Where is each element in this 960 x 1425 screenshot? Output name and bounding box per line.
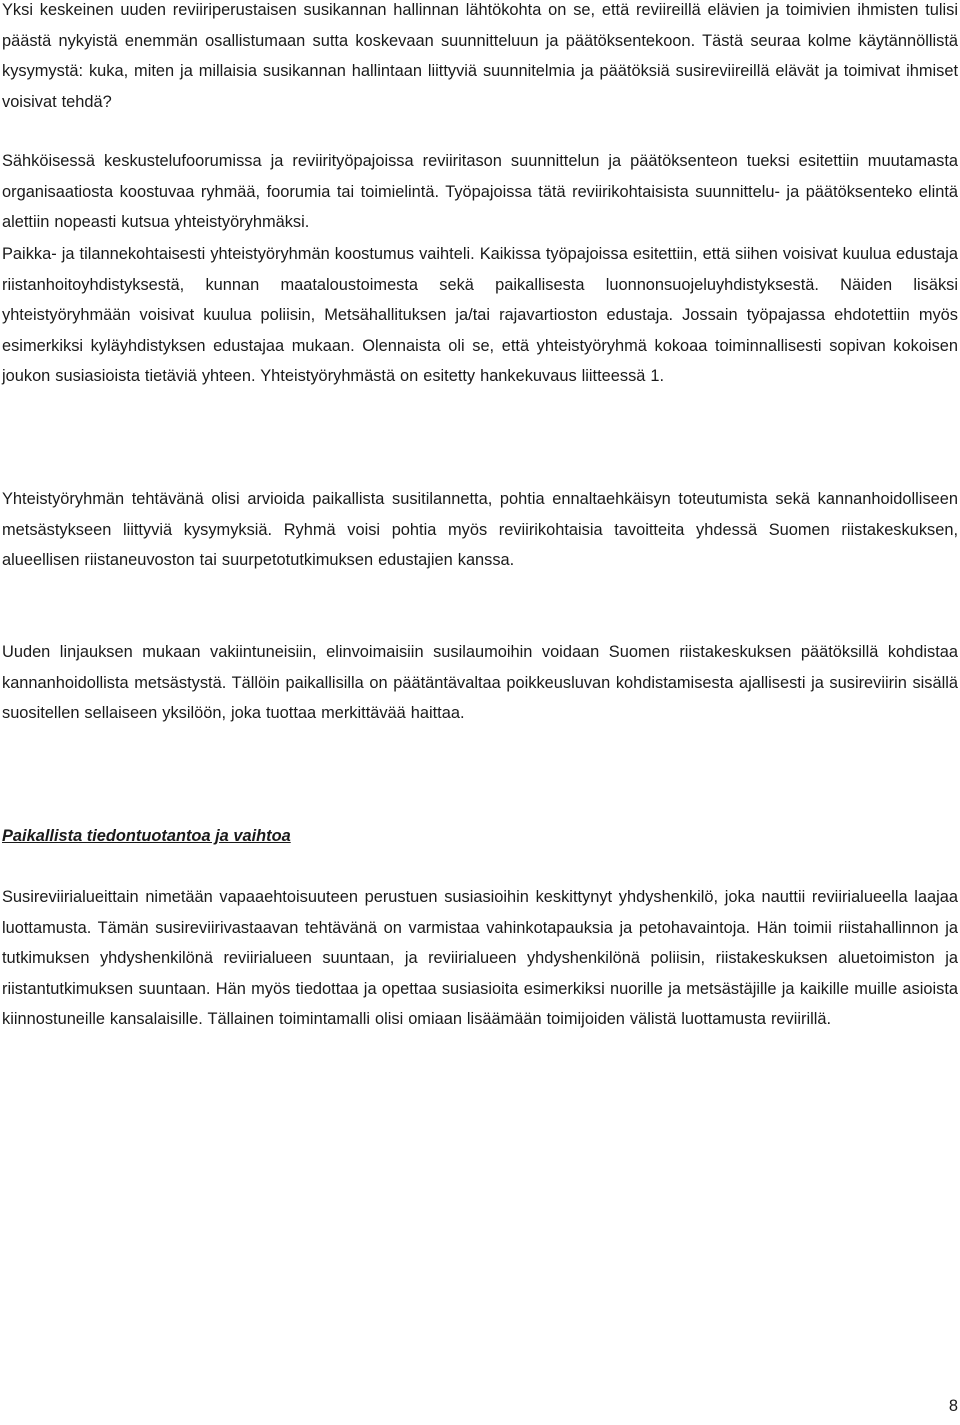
paragraph-forum: Sähköisessä keskustelufoorumissa ja reviirityöpajoissa reviiritason suunnittelun ja päätöksenteon tueksi esitettiin muutamasta organisaatiosta koostuvaa ryhmää, foorumia tai toimielintä. Työpajoissa tätä reviirikohtaisista suunnittelu- ja päätöksenteko elintä alettiin nopeasti kutsua yhteistyöryhmäksi.: [2, 152, 958, 232]
section-heading: Paikallista tiedontuotantoa ja vaihtoa: [2, 827, 291, 845]
paragraph-group-tasks: Yhteistyöryhmän tehtävänä olisi arvioida paikallista susitilannetta, pohtia ennaltaehkäisyn toteutumista sekä kannanhoidolliseen metsästykseen liittyviä kysymyksiä. Ryhmä voisi pohtia myös reviirikohtaisia tavoitteita yhdessä Suomen riistakeskuksen, alueellisen riistaneuvoston tai suurpetotutkimuksen edustajien kanssa.: [2, 490, 958, 570]
paragraph-contact-person: Susireviirialueittain nimetään vapaaehtoisuuteen perustuen susiasioihin keskittynyt yhdyshenkilö, joka nauttii reviirialueella laajaa luottamusta. Tämän susireviirivastaavan tehtävänä on varmistaa vahinkotapauksia ja petohavaintoja. Hän toimii riistahallinnon ja tutkimuksen yhdyshenkilönä reviirialueen suuntaan, ja reviirialueen yhdyshenkilönä poliisin, riistakeskuksen aluetoimiston ja riistantutkimuksen suuntaan. Hän myös tiedottaa ja opettaa susiasioita esimerkiksi nuorille ja metsästäjille ja kaikille muille asioista kiinnostuneille kansalaisille. Tällainen toimintamalli olisi omiaan lisäämään toimijoiden välistä luottamusta reviirillä.: [2, 888, 958, 1029]
paragraph-group-composition: Paikka- ja tilannekohtaisesti yhteistyöryhmän koostumus vaihteli. Kaikissa työpajoissa esitettiin, että siihen voisivat kuulua edustaja riistanhoitoyhdistyksestä, kunnan maataloustoimesta sekä paikallisesta luonnonsuojeluyhdistyksestä. Näiden lisäksi yhteistyöryhmään voisivat kuulua poliisin, Metsähallituksen ja/tai rajavartioston edustaja. Jossain työpajassa ehdotettiin myös esimerkiksi kyläyhdistyksen edustajaa mukaan. Olennaista oli se, että yhteistyöryhmä kokoaa toiminnallisesti sopivan kokoisen joukon susiasioista tietäviä yhteen. Yhteistyöryhmästä on esitetty hankekuvaus liitteessä 1.: [2, 245, 958, 386]
page-number: 8: [948, 1397, 958, 1415]
paragraph-new-policy: Uuden linjauksen mukaan vakiintuneisiin, elinvoimaisiin susilaumoihin voidaan Suomen riistakeskuksen päätöksillä kohdistaa kannanhoidollista metsästystä. Tällöin paikallisilla on päätäntävaltaa poikkeusluvan kohdistamisesta ajallisesti ja susireviirin sisällä suositellen sellaiseen yksilöön, joka tuottaa merkittävää haittaa.: [2, 643, 958, 723]
paragraph-intro: Yksi keskeinen uuden reviiriperustaisen susikannan hallinnan lähtökohta on se, että reviireillä elävien ja toimivien ihmisten tulisi päästä nykyistä enemmän osallistumaan sutta koskevaan suunnitteluun ja päätöksentekoon. Tästä seuraa kolme käytännöllistä kysymystä: kuka, miten ja millaisia susikannan hallintaan liittyviä suunnitelmia ja päätöksiä susireviireillä elävät ja toimivat ihmiset voisivat tehdä?: [2, 1, 958, 111]
